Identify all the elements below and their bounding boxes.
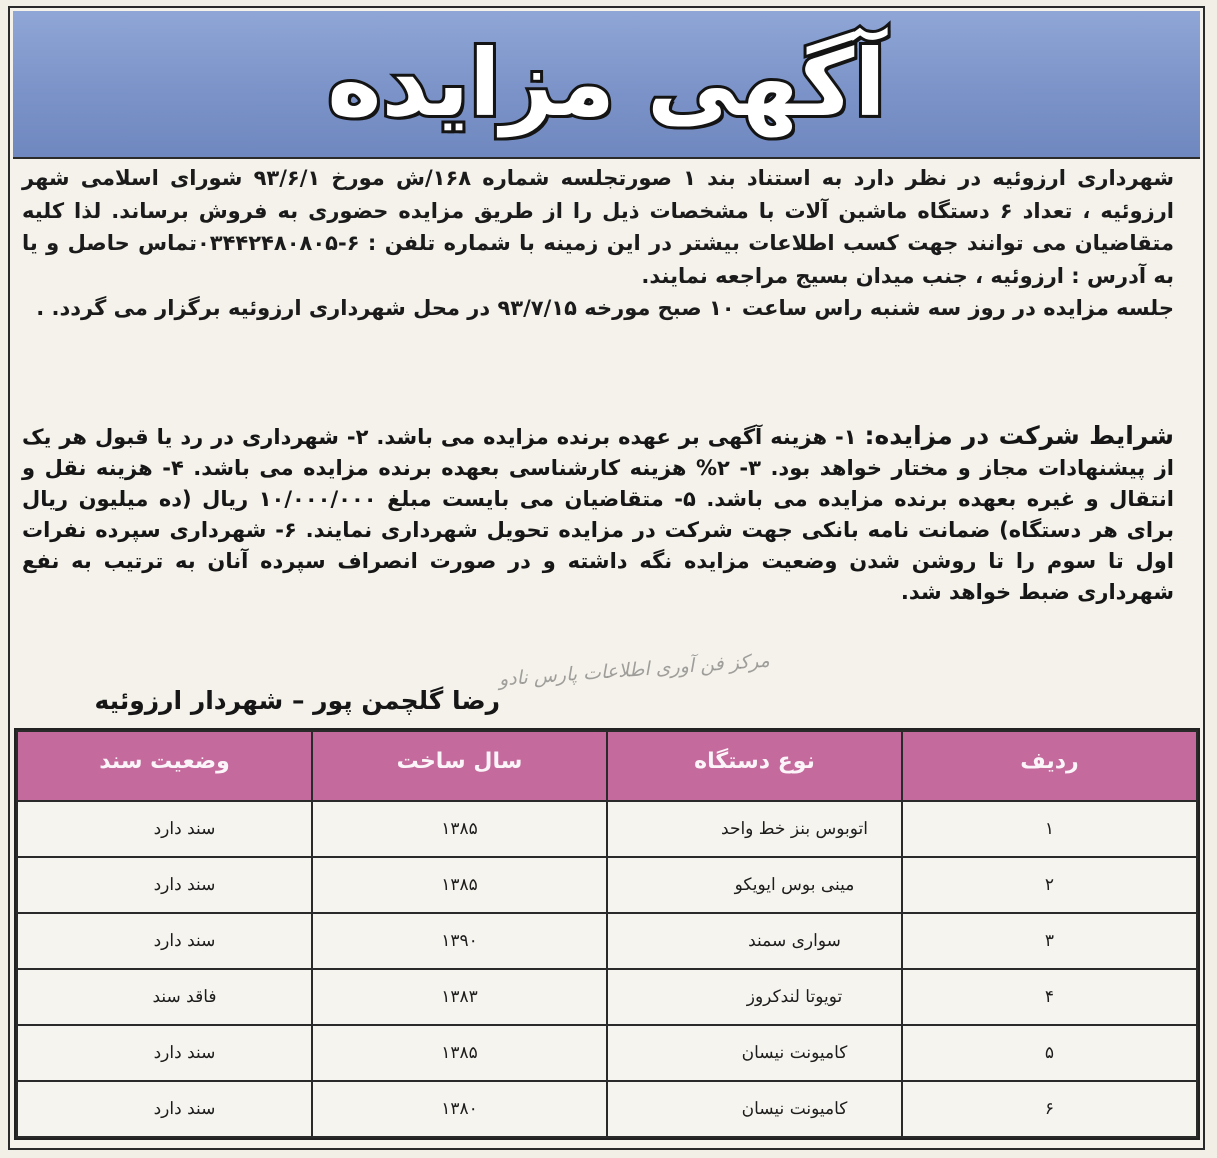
conditions-section [22, 420, 1174, 608]
cell-row-number: ۳ [902, 913, 1197, 969]
conditions-text: ۱- هزینه آگهی بر عهده برنده مزایده می باشد. ۲- شهرداری در رد یا قبول هر یک از پیشنهادات مجاز و مختار خواهد بود. ۳- ۲% هزینه کارشناسی بعهده برنده مزایده می باشد. ۴- هزینه نقل و انتقال و غیره بعهده برنده مزایده می باشد. ۵- متقاضیان می بایست مبلغ ۱۰/۰۰۰/۰۰۰ ریال (ده میلیون ریال برای هر دستگاه) ضمانت نامه بانکی جهت شرکت در مزایده تحویل شهرداری نمایند. ۶- شهرداری سپرده نفرات اول تا سوم را تا روشن شدن وضعیت مزایده نگه داشته و در صورت انصراف سپرده آنان به ترتیب به نفع شهرداری ضبط خواهد شد. [22, 425, 1174, 604]
conditions-heading: شرایط شرکت در مزایده: [864, 421, 1174, 450]
cell-document-status: سند دارد [17, 857, 312, 913]
cell-device-type: کامیونت نیسان [607, 1025, 902, 1081]
cell-row-number: ۱ [902, 801, 1197, 857]
table-row [17, 913, 1197, 969]
table-row [17, 1025, 1197, 1081]
header-build-year: سال ساخت [312, 731, 607, 801]
table-header-row [17, 731, 1197, 801]
cell-document-status: سند دارد [17, 1081, 312, 1137]
cell-build-year: ۱۳۸۵ [312, 1025, 607, 1081]
watermark-text: مرکز فن آوری اطلاعات پارس نادو [498, 649, 771, 691]
table-row [17, 969, 1197, 1025]
cell-document-status: سند دارد [17, 801, 312, 857]
cell-row-number: ۲ [902, 857, 1197, 913]
cell-build-year: ۱۳۸۵ [312, 857, 607, 913]
cell-device-type: تویوتا لندکروز [607, 969, 902, 1025]
vehicles-table-container [14, 728, 1200, 1140]
table-row [17, 1081, 1197, 1137]
ad-title: آگهی مزایده [327, 30, 886, 137]
announcement-paragraph-2: جلسه مزایده در روز سه شنبه راس ساعت ۱۰ صبح مورخه ۹۳/۷/۱۵ در محل شهرداری ارزوئیه برگزار می گردد. . [36, 296, 1174, 320]
signature: رضا گلچمن پور – شهردار ارزوئیه [94, 686, 500, 715]
header-row-number: ردیف [902, 731, 1197, 801]
header-device-type: نوع دستگاه [607, 731, 902, 801]
cell-row-number: ۵ [902, 1025, 1197, 1081]
table-row [17, 801, 1197, 857]
cell-device-type: سواری سمند [607, 913, 902, 969]
header-document-status: وضعیت سند [17, 731, 312, 801]
cell-document-status: سند دارد [17, 1025, 312, 1081]
cell-build-year: ۱۳۸۰ [312, 1081, 607, 1137]
cell-build-year: ۱۳۸۳ [312, 969, 607, 1025]
cell-row-number: ۴ [902, 969, 1197, 1025]
announcement-paragraph-1: شهرداری ارزوئیه در نظر دارد به استناد بند ۱ صورتجلسه شماره ۱۶۸/ش مورخ ۹۳/۶/۱ شورای اسلامی شهر ارزوئیه ، تعداد ۶ دستگاه ماشین آلات با مشخصات ذیل را از طریق مزایده حضوری به فروش برساند. لذا کلیه متقاضیان می توانند جهت کسب اطلاعات بیشتر در این زمینه با شماره تلفن : ۶-۰۳۴۴۲۴۸۰۸۰۵تماس حاصل و یا به آدرس : ارزوئیه ، جنب میدان بسیج مراجعه نمایند. [22, 166, 1175, 288]
cell-device-type: کامیونت نیسان [607, 1081, 902, 1137]
cell-document-status: فاقد سند [17, 969, 312, 1025]
cell-device-type: مینی بوس ایویکو [607, 857, 902, 913]
cell-document-status: سند دارد [17, 913, 312, 969]
cell-device-type: اتوبوس بنز خط واحد [607, 801, 902, 857]
cell-build-year: ۱۳۹۰ [312, 913, 607, 969]
vehicles-table [16, 730, 1198, 1138]
cell-build-year: ۱۳۸۵ [312, 801, 607, 857]
cell-row-number: ۶ [902, 1081, 1197, 1137]
table-row [17, 857, 1197, 913]
announcement-body [22, 162, 1174, 325]
header-banner [13, 11, 1200, 159]
